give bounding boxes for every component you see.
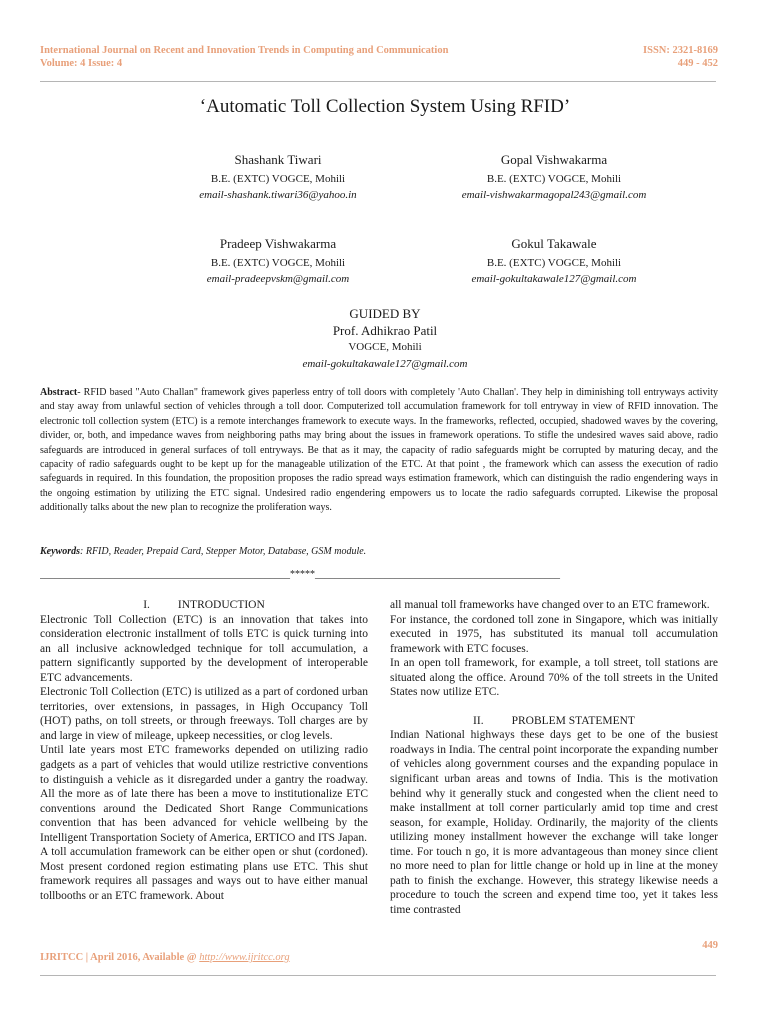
footer-link[interactable]: http://www.ijritcc.org — [199, 952, 290, 963]
footer — [40, 952, 290, 963]
paragraph: all manual toll frameworks have changed over to an ETC framework. — [390, 599, 710, 611]
guide-block — [0, 305, 770, 373]
issn-header — [643, 44, 718, 70]
page-range: 449 - 452 — [677, 58, 718, 69]
author-email: email-shashank.tiwari36@yahoo.in — [199, 189, 357, 201]
journal-volume: Volume: 4 Issue: 4 — [40, 58, 123, 69]
paragraph: Indian National highways these days get to be one of the busiest roadways in India. The central point incorporate the expanding number of vehicles along government courses and the expanding populace in significant urban areas and towns of India. This is the motivation behind why it generally stuck and congested when the client need to make installment at toll corner particularly amid top time and crest season, for example, Holiday. Ordinarily, the majority of the clients utilizing money installment however the exchange will take longer time. For touch n go, it is more advantageous than money since client no more need to plan for little change or hold up in line at the money path to finish the exchange. However, this strategy likewise needs a procedure to touch the screen and expend time too, yet it takes less time contrasted — [390, 729, 718, 916]
author-block — [404, 152, 704, 203]
section-number: I. — [143, 599, 150, 611]
footer-text: IJRITCC | April 2016, Available @ — [40, 952, 200, 963]
author-affiliation: B.E. (EXTC) VOGCE, Mohili — [210, 173, 346, 185]
paragraph: In an open toll framework, for example, a toll street, toll stations are situated along the office. Around 70% of the toll streets in the United States now utilize ETC. — [390, 657, 718, 699]
footer-rule — [40, 975, 716, 976]
author-block — [128, 152, 428, 203]
author-name: Gopal Vishwakarma — [500, 152, 608, 167]
left-column — [40, 598, 368, 903]
author-name: Pradeep Vishwakarma — [219, 236, 337, 251]
section-title: INTRODUCTION — [177, 599, 265, 611]
author-email: email-vishwakarmagopal243@gmail.com — [461, 189, 647, 201]
author-email: email-pradeepvskm@gmail.com — [206, 273, 350, 285]
author-affiliation: B.E. (EXTC) VOGCE, Mohili — [486, 257, 622, 269]
author-block — [128, 236, 428, 287]
section-separator: __________________________________________________*****_________________________________________________ — [40, 569, 560, 580]
section-title: PROBLEM STATEMENT — [511, 714, 635, 727]
abstract-text: - RFID based "Auto Challan" framework gives paperless entry of toll doors with completely 'Auto Challan'. They help in diminishing toll entryways activity and stay away from unlawful section of vehicles through a toll door. Computerized toll accumulation framework for toll entryway in view of RFID innovation. The electronic toll collection system (ETC) is a remote interchanges framework to execute ways. In the frameworks, reflected, occupied, shadowed waves by the covering, divider, or, both, and impedance waves from neighboring paths may bring about the issues in framework operations. To stifle the undesired waves said above, radio safeguards are introduced in general surfaces of toll entryways. Be that as it may, the capacity of radio safeguards might be corrupted by maturing decay, and the capacity of radio safeguards ought to be kept up for the manageable utilization of the ETC. At that point , the framework which can assess the execution of radio safeguards in required. In this foundation, the proposition proposes the radio spread ways estimation framework, which can distinguish the radio engendering ways in the ongoing estimation by utilizing the ETC signal. Undesired radio engendering empowers us to locate the radio safeguards corrupted. Likewise the proposal additionally talks about the new plan to recognize the proliferation ways. — [40, 387, 718, 514]
section-heading-introduction — [40, 598, 368, 613]
keywords — [40, 545, 718, 559]
author-email: email-gokultakawale127@gmail.com — [471, 273, 637, 285]
abstract-label: Abstract — [40, 387, 78, 398]
right-column — [390, 598, 718, 917]
author-affiliation: B.E. (EXTC) VOGCE, Mohili — [486, 173, 622, 185]
paragraph: For instance, the cordoned toll zone in Singapore, which was initially executed in 1975, has substituted its manual toll accumulation framework with ETC focuses. — [390, 613, 718, 655]
abstract — [40, 386, 718, 516]
guide-affiliation: VOGCE, Mohili — [348, 341, 422, 353]
paper-title: ‘Automatic Toll Collection System Using RFID’ — [199, 96, 571, 117]
keywords-text: : RFID, Reader, Prepaid Card, Stepper Motor, Database, GSM module. — [80, 546, 367, 557]
author-name: Gokul Takawale — [511, 236, 597, 251]
author-affiliation: B.E. (EXTC) VOGCE, Mohili — [210, 257, 346, 269]
paragraph: Electronic Toll Collection (ETC) is an innovation that takes into consideration electronic installment of tolls ETC is quick turning into an all inclusive acknowledged technique for toll accumulation, a pattern significantly supported by the development of interoperable ETC advancements. — [40, 613, 368, 684]
keywords-label: Keywords — [40, 546, 80, 557]
guide-name: Prof. Adhikrao Patil — [332, 323, 438, 338]
paragraph: A toll accumulation framework can be either open or shut (cordoned). Most present cordoned region estimating plans use ETC. This shut framework requires all passages and ways out to have either manual tollbooths or an ETC framework. About — [40, 846, 368, 902]
guide-label: GUIDED BY — [349, 306, 421, 321]
author-block — [404, 236, 704, 287]
paragraph: Until late years most ETC frameworks depended on utilizing radio gadgets as a part of vehicles that would utilize restrictive conventions to distinguish a vehicle as it disregarded under a gantry the roadway. All the more as of late there has been a move to institutionalize ETC conventions around the Dedicated Short Range Communications convention that has been advanced for vehicle wellbeing by the Intelligent Transportation Society of America, ERTICO and ITS Japan. — [40, 744, 368, 844]
issn: ISSN: 2321-8169 — [643, 45, 718, 56]
paragraph: Electronic Toll Collection (ETC) is utilized as a part of cordoned urban territories, over extensions, in passages, in High Occupancy Toll (HOT) paths, on toll streets, or through freeways. Toll charges are by and large in view of mileage, upkeep necessities, or clog levels. — [40, 686, 368, 742]
header-rule — [40, 81, 716, 82]
journal-name: International Journal on Recent and Innovation Trends in Computing and Communication — [40, 45, 449, 56]
section-heading-problem — [390, 714, 718, 729]
section-number: II. — [473, 714, 484, 727]
journal-header — [40, 44, 448, 70]
author-name: Shashank Tiwari — [234, 152, 322, 167]
guide-email: email-gokultakawale127@gmail.com — [302, 358, 468, 370]
page-number: 449 — [702, 940, 718, 951]
